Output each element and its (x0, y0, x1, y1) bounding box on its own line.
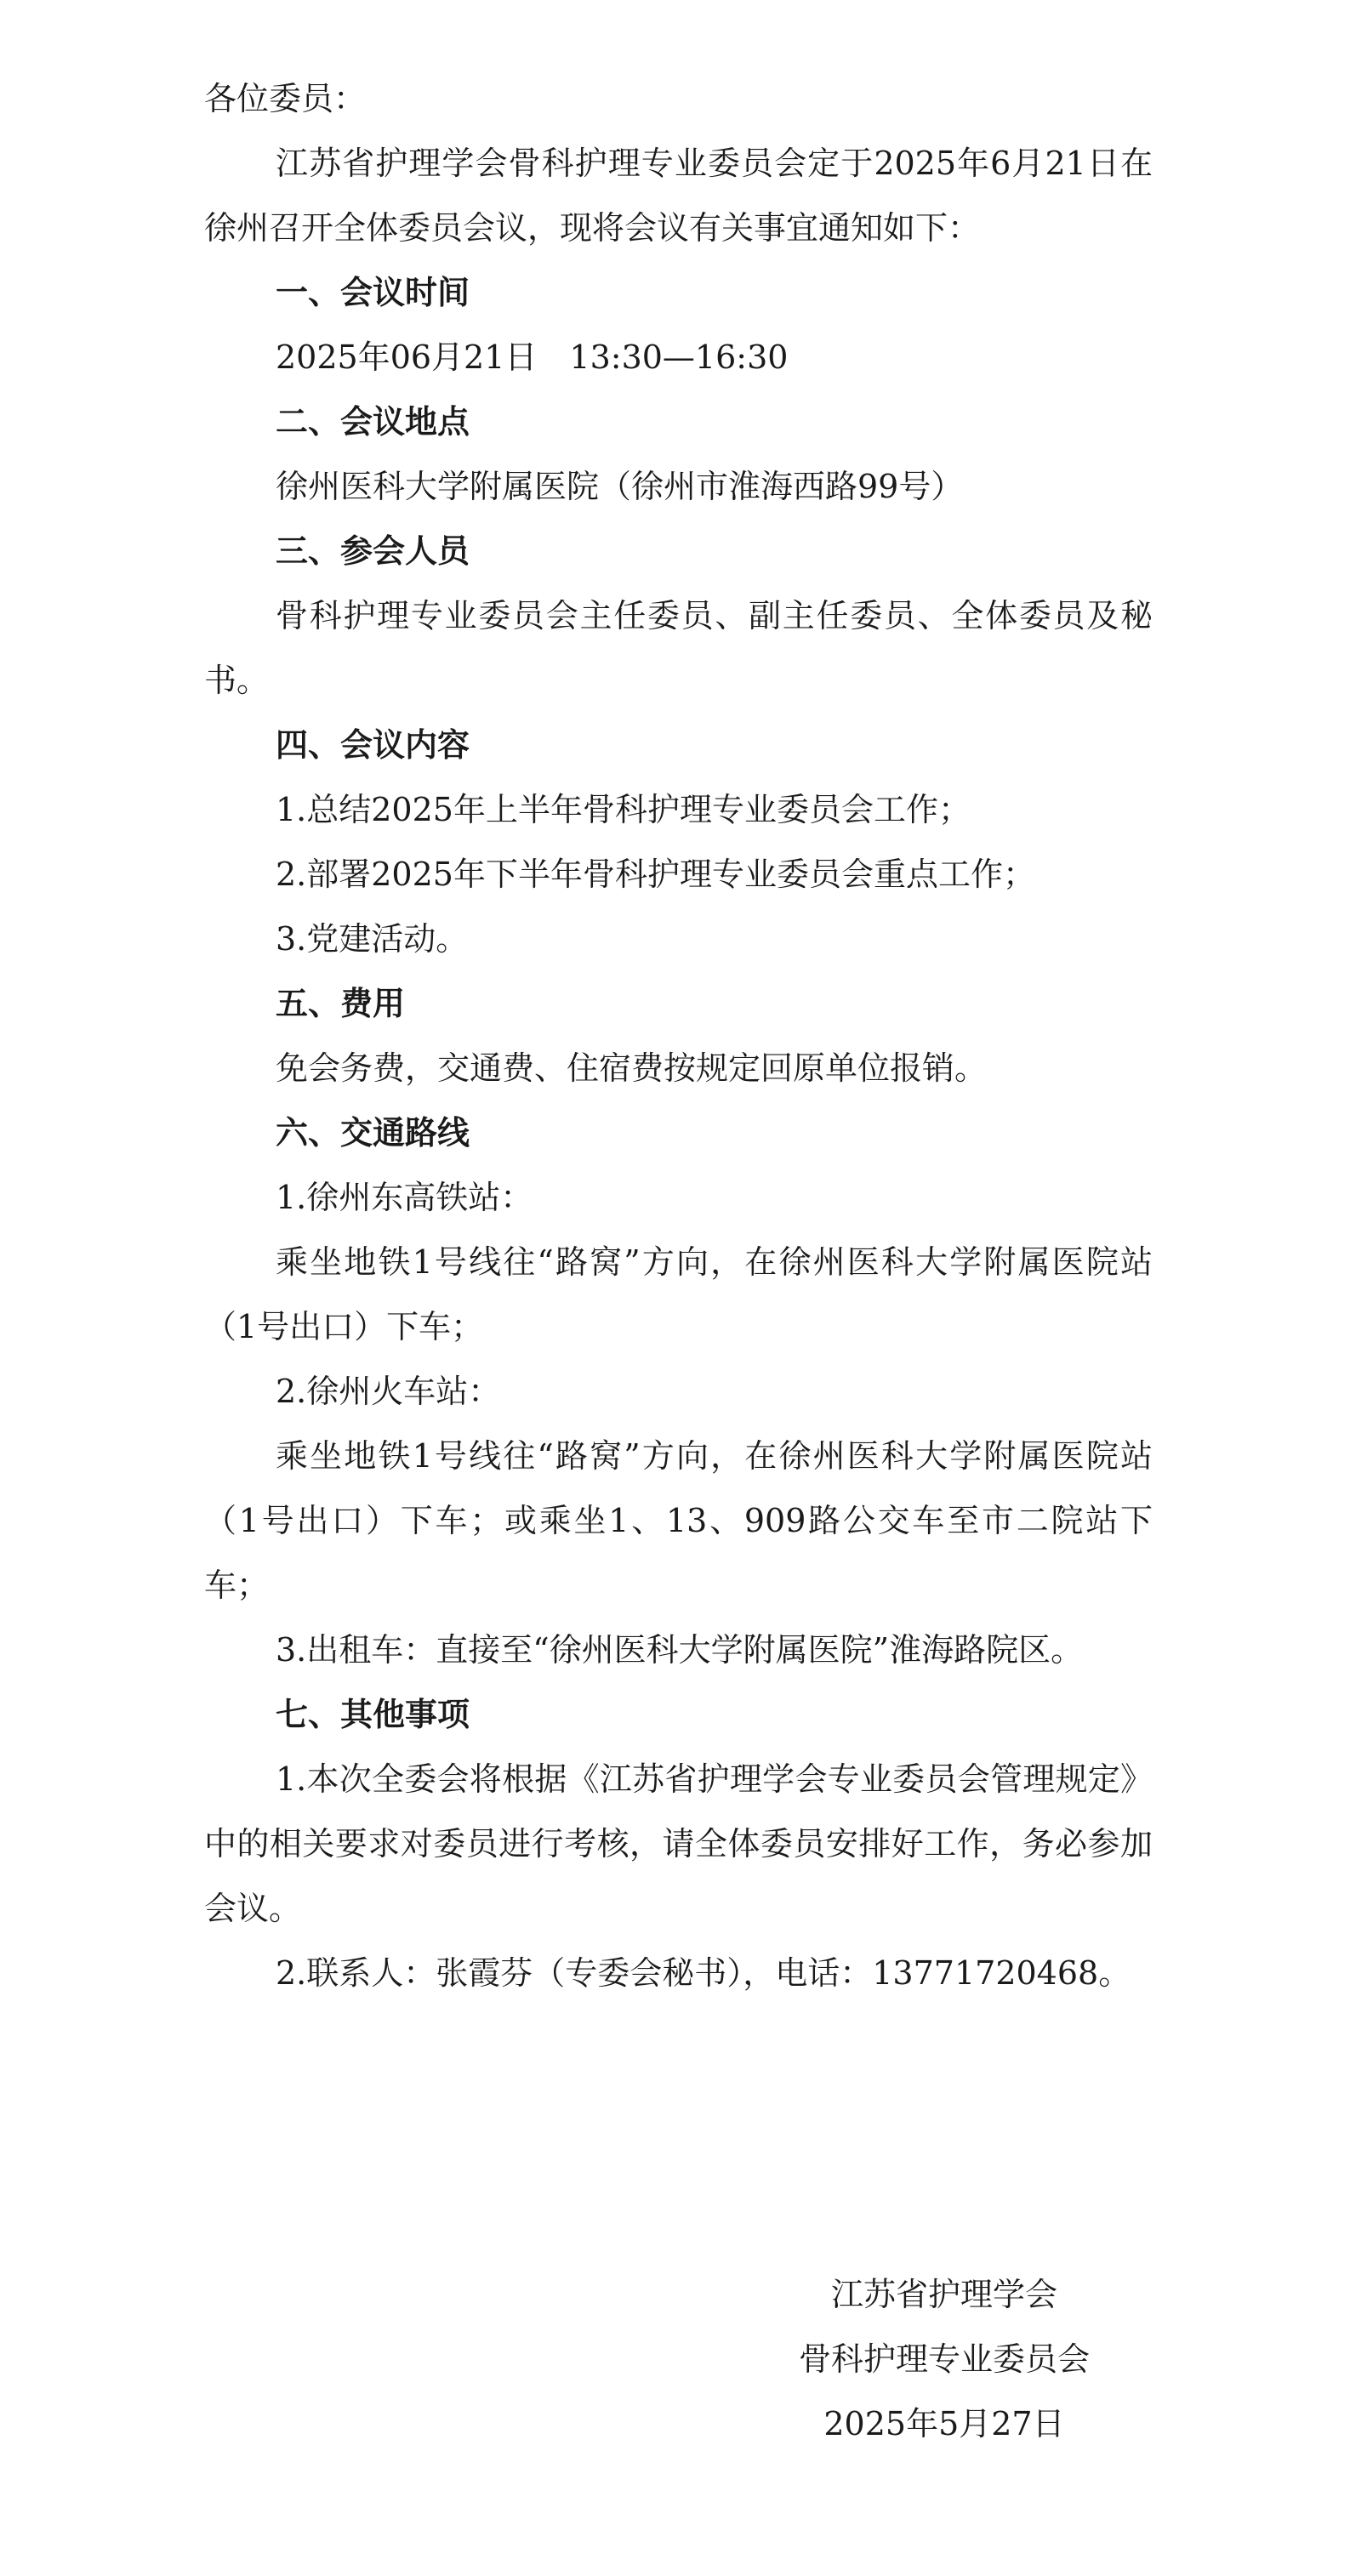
signature-date: 2025年5月27日 (823, 2405, 1065, 2442)
meeting-time: 2025年06月21日 13:30—16:30 (276, 338, 789, 376)
section-heading-fees: 五、费用 (276, 985, 406, 1022)
section-heading-attendees: 三、参会人员 (276, 532, 470, 570)
signature-committee: 骨科护理专业委员会 (798, 2340, 1090, 2378)
meeting-attendees: 骨科护理专业委员会主任委员、副主任委员、全体委员及秘书。 (204, 597, 1153, 699)
other-item-1: 1.本次全委会将根据《江苏省护理学会专业委员会管理规定》中的相关要求对委员进行考核，请全体委员安排好工作，务必参加会议。 (204, 1760, 1153, 1927)
content-item-3: 3.党建活动。 (276, 920, 469, 958)
section-heading-content: 四、会议内容 (276, 726, 470, 764)
content-item-1: 1.总结2025年上半年骨科护理专业委员会工作； (276, 791, 971, 828)
other-item-2: 2.联系人：张霞芬（专委会秘书），电话：13771720468。 (276, 1954, 1131, 1992)
taxi-route: 3.出租车：直接至“徐州医科大学附属医院”淮海路院区。 (276, 1631, 1084, 1669)
meeting-location: 徐州医科大学附属医院（徐州市淮海西路99号） (276, 468, 964, 505)
content-item-2: 2.部署2025年下半年骨科护理专业委员会重点工作； (276, 856, 1035, 893)
notice-document (204, 66, 1153, 2005)
section-heading-time: 一、会议时间 (276, 274, 470, 311)
station-2-title: 2.徐州火车站： (276, 1373, 501, 1410)
signature-organization: 江苏省护理学会 (830, 2276, 1057, 2313)
section-heading-location: 二、会议地点 (276, 403, 470, 441)
station-2-route: 乘坐地铁1号线往“路窝”方向，在徐州医科大学附属医院站（1号出口）下车；或乘坐1、13、909路公交车至市二院站下车； (204, 1437, 1153, 1604)
intro-paragraph: 江苏省护理学会骨科护理专业委员会定于2025年6月21日在徐州召开全体委员会议，现将会议有关事宜通知如下： (204, 145, 1153, 247)
section-heading-transport: 六、交通路线 (276, 1114, 470, 1152)
salutation: 各位委员： (204, 80, 367, 117)
station-1-route: 乘坐地铁1号线往“路窝”方向，在徐州医科大学附属医院站（1号出口）下车； (204, 1243, 1153, 1345)
station-1-title: 1.徐州东高铁站： (276, 1179, 533, 1216)
fees-text: 免会务费，交通费、住宿费按规定回原单位报销。 (276, 1049, 988, 1087)
section-heading-other: 七、其他事项 (276, 1696, 470, 1733)
